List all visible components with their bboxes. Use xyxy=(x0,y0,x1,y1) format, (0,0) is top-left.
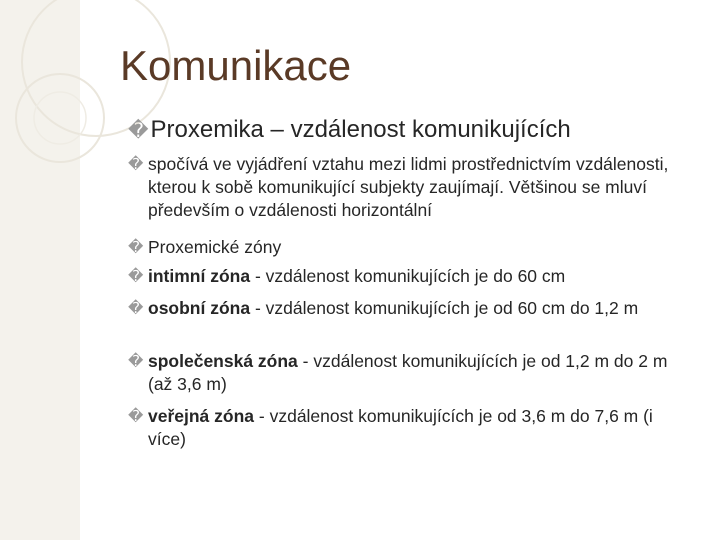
bullet-bold: osobní zóna xyxy=(148,298,251,318)
bullet-text: spočívá ve vyjádření vztahu mezi lidmi prostřednictvím vzdálenosti, kterou k sobě komunikující subjekty zaujímají. Většinou se mluví především o vzdálenosti horizontální xyxy=(148,154,669,220)
bullet-text: - vzdálenost komunikujících je od 1,2 m do 2 m (až 3,6 m) xyxy=(148,351,668,394)
bullet-bold: veřejná zóna xyxy=(148,406,255,426)
list-item xyxy=(128,265,688,288)
section-heading xyxy=(128,116,571,144)
list-item xyxy=(128,405,688,451)
bullet-icon: � xyxy=(128,156,144,173)
list-item xyxy=(128,153,688,222)
bullet-icon: � xyxy=(128,239,144,256)
bullet-bold: společenská zóna xyxy=(148,351,298,371)
bullet-text: - vzdálenost komunikujících je od 3,6 m do 7,6 m (i více) xyxy=(148,406,653,449)
bullet-bold: intimní zóna xyxy=(148,266,251,286)
heading-text: Proxemika – vzdálenost komunikujících xyxy=(150,116,571,143)
bullet-icon: � xyxy=(128,300,144,317)
list-item xyxy=(128,236,688,259)
bullet-text: Proxemické zóny xyxy=(148,237,282,257)
bullet-icon: � xyxy=(128,353,144,370)
list-item xyxy=(128,350,688,396)
list-item xyxy=(128,297,688,320)
bullet-text: - vzdálenost komunikujících je do 60 cm xyxy=(250,266,566,286)
bullet-icon: � xyxy=(128,268,144,285)
slide-title: Komunikace xyxy=(120,42,352,89)
bullet-text: - vzdálenost komunikujících je od 60 cm do 1,2 m xyxy=(250,298,639,318)
bullet-icon: � xyxy=(128,408,144,425)
heading-marker-icon: � xyxy=(128,120,149,142)
